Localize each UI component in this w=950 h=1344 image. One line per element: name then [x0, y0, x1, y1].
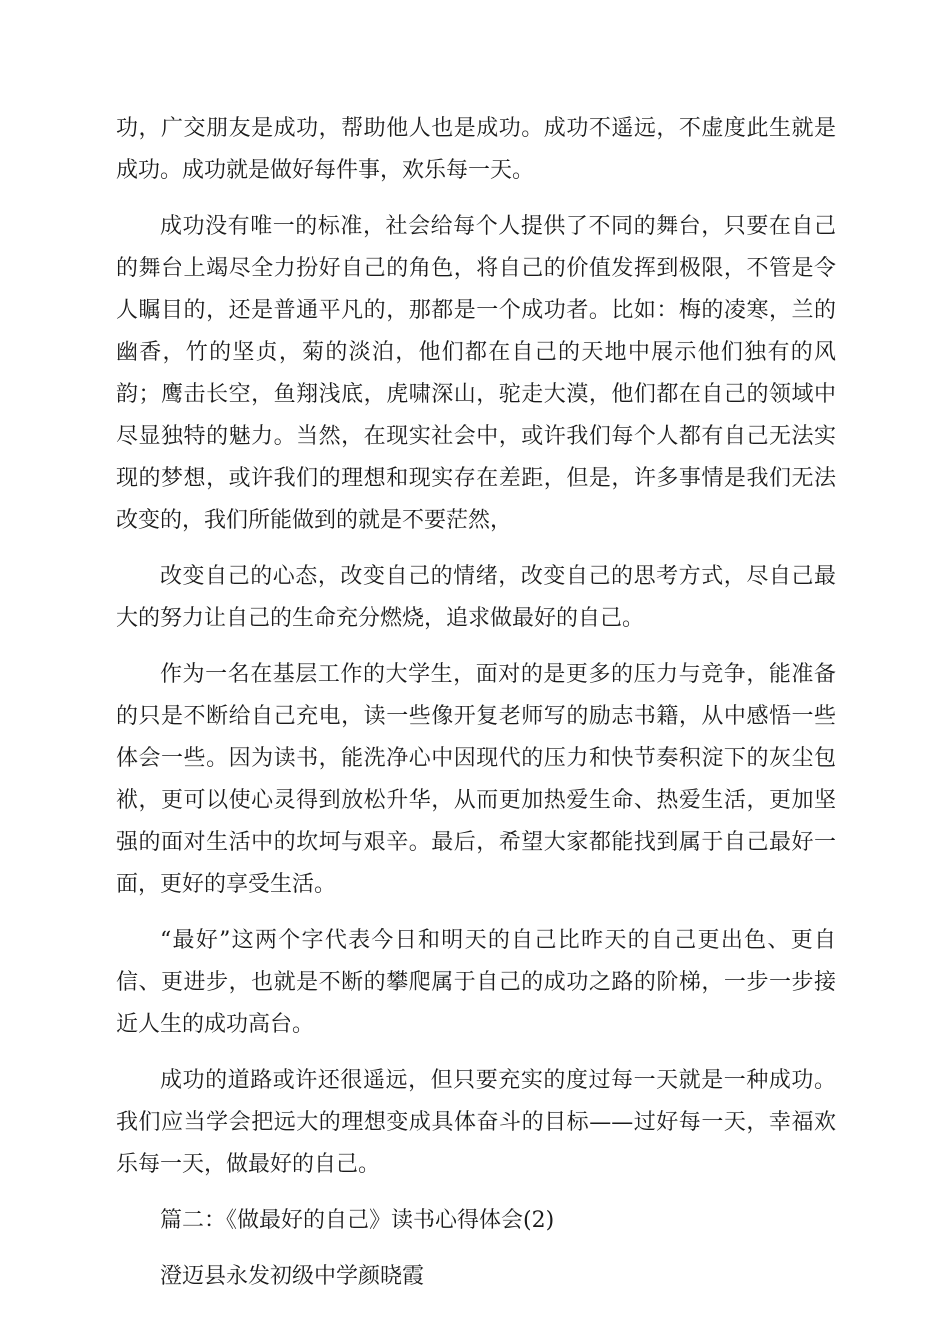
document-body — [116, 108, 836, 1298]
section-heading: 篇二：《做最好的自己》读书心得体会(2) — [160, 1208, 555, 1233]
paragraph: 成功没有唯一的标准，社会给每个人提供了不同的舞台，只要在自己的舞台上竭尽全力扮好自己的角色，将自己的价值发挥到极限，不管是令人瞩目的，还是普通平凡的，那都是一个成功者。比如：梅的凌寒，兰的幽香，竹的坚贞，菊的淡泊，他们都在自己的天地中展示他们独有的风韵；鹰击长空，鱼翔浅底，虎啸深山，驼走大漠，他们都在自己的领域中尽显独特的魅力。当然，在现实社会中，或许我们每个人都有自己无法实现的梦想，或许我们的理想和现实存在差距，但是，许多事情是我们无法改变的，我们所能做到的就是不要茫然， — [116, 214, 836, 533]
paragraph: “最好”这两个字代表今日和明天的自己比昨天的自己更出色、更自信、更进步，也就是不断的攀爬属于自己的成功之路的阶梯，一步一步接近人生的成功高台。 — [116, 928, 836, 1037]
paragraph: 改变自己的心态，改变自己的情绪，改变自己的思考方式，尽自己最大的努力让自己的生命充分燃烧，追求做最好的自己。 — [116, 564, 836, 631]
paragraph: 作为一名在基层工作的大学生，面对的是更多的压力与竞争，能准备的只是不断给自己充电，读一些像开复老师写的励志书籍，从中感悟一些体会一些。因为读书，能洗净心中因现代的压力和快节奏积淀下的灰尘包袱，更可以使心灵得到放松升华，从而更加热爱生命、热爱生活，更加坚强的面对生活中的坎坷与艰辛。最后，希望大家都能找到属于自己最好一面，更好的享受生活。 — [116, 662, 836, 897]
author-line: 澄迈县永发初级中学颜晓霞 — [160, 1264, 425, 1289]
paragraph-continuation: 功，广交朋友是成功，帮助他人也是成功。成功不遥远，不虚度此生就是成功。成功就是做好每件事，欢乐每一天。 — [116, 116, 836, 183]
paragraph: 成功的道路或许还很遥远，但只要充实的度过每一天就是一种成功。我们应当学会把远大的理想变成具体奋斗的目标——过好每一天，幸福欢乐每一天，做最好的自己。 — [116, 1068, 836, 1177]
